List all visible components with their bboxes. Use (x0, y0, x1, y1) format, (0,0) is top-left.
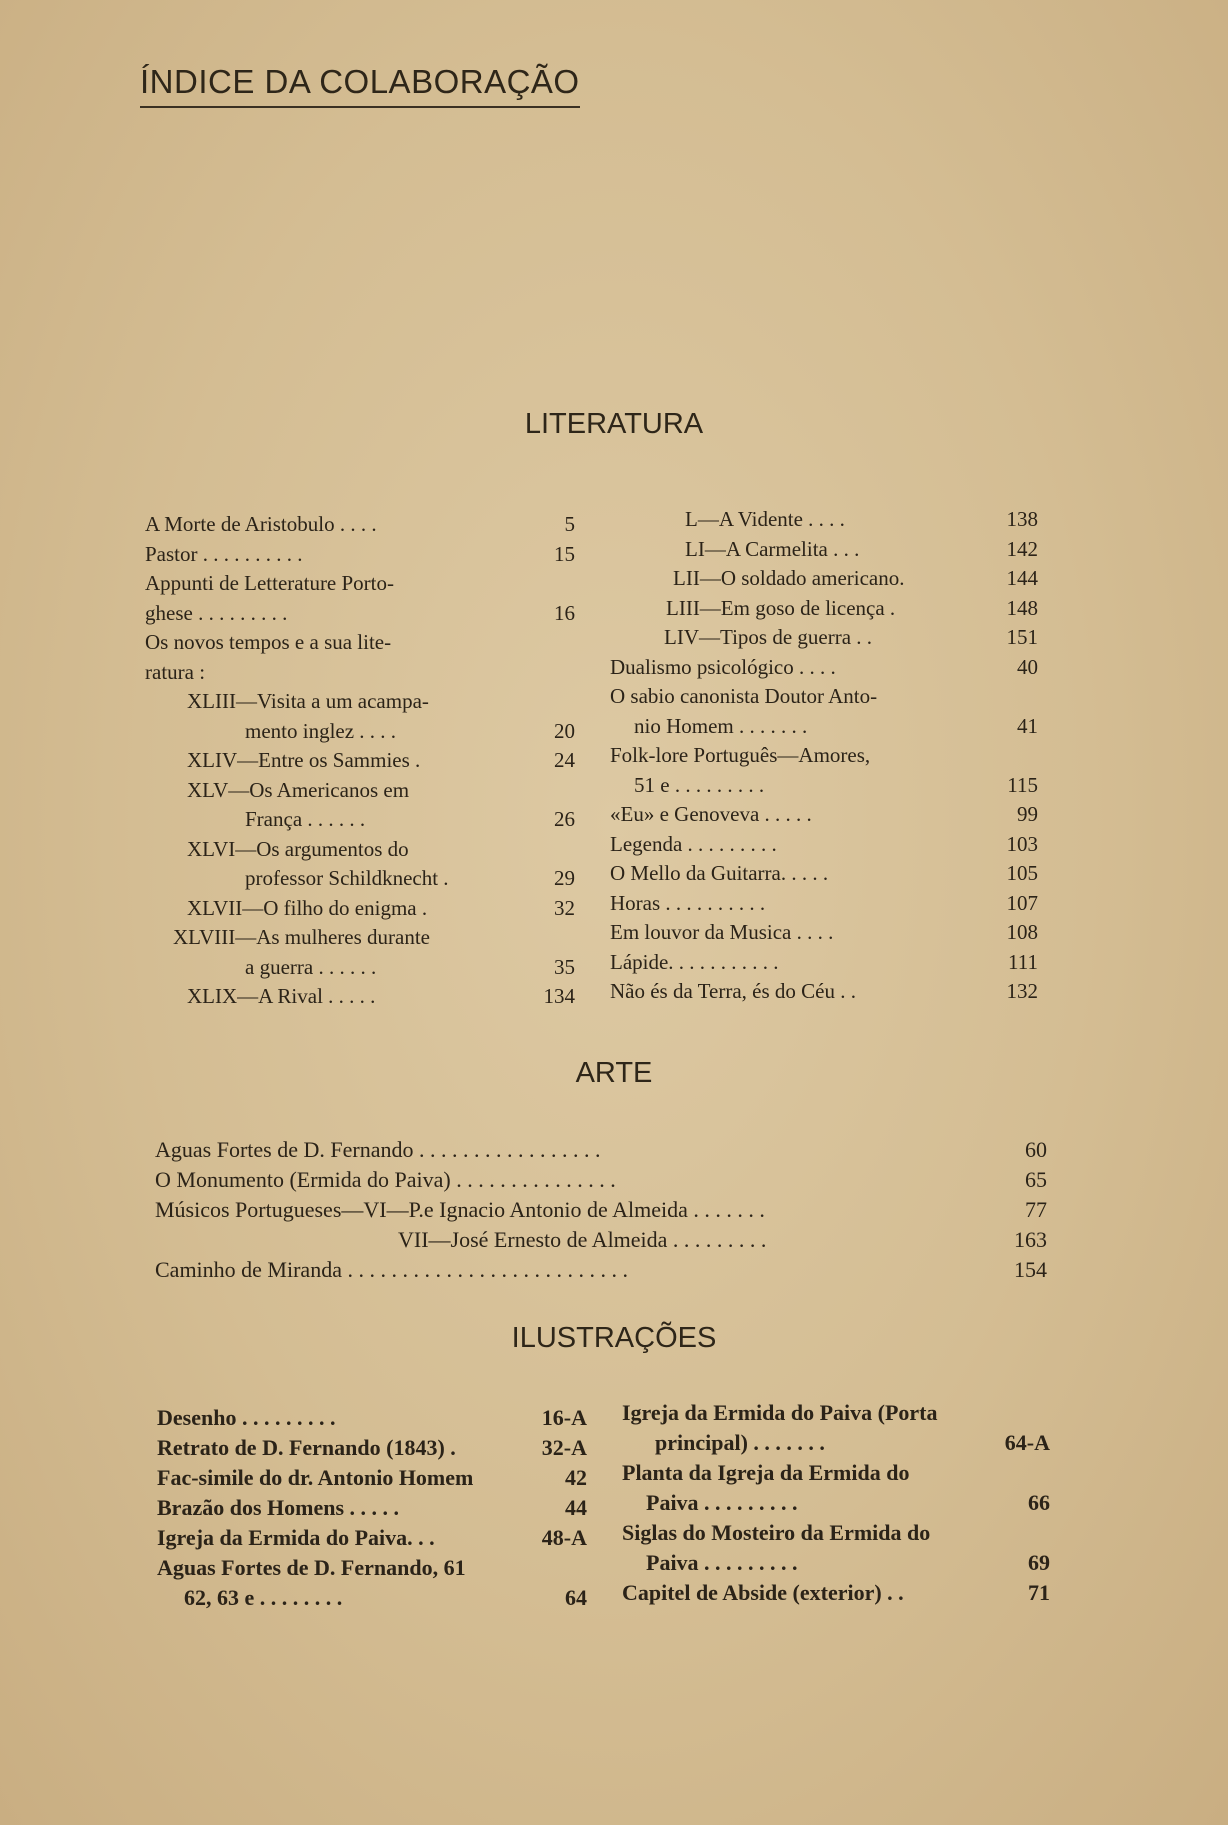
index-entry: XLVI—Os argumentos do (187, 836, 409, 861)
index-entry: Appunti de Letterature Porto- (145, 571, 395, 595)
index-entry: a guerra . . . . . . 35 (245, 954, 575, 979)
index-entry: XLVIII—As mulheres durante (173, 925, 430, 949)
index-entry: XLIII—Visita a um acampa- (187, 689, 429, 713)
index-entry: Brazão dos Homens . . . . . 44 (157, 1495, 587, 1520)
index-entry: Músicos Portugueses—VI—P.e Ignacio Antonio de Almeida . . . . . . . 77 (155, 1197, 1047, 1222)
index-entry: Paiva . . . . . . . . . 69 (646, 1550, 1050, 1575)
index-entry: Desenho . . . . . . . . . 16-A (157, 1405, 587, 1430)
index-entry: Siglas do Mosteiro da Ermida do (622, 1520, 931, 1545)
index-entry: Aguas Fortes de D. Fernando, 61 (157, 1555, 466, 1580)
index-entry: 62, 63 e . . . . . . . . 64 (184, 1585, 587, 1610)
index-entry: ratura : (145, 659, 206, 684)
index-entry: Os novos tempos e a sua lite- (145, 630, 392, 654)
index-entry: 51 e . . . . . . . . . 115 (634, 772, 1038, 797)
literatura-left-column (145, 510, 585, 1012)
index-entry: Igreja da Ermida do Paiva (Porta (622, 1400, 938, 1425)
index-entry: VII—José Ernesto de Almeida . . . . . . . . . 163 (398, 1227, 1047, 1252)
page-title: ÍNDICE DA COLABORAÇÃO (140, 62, 580, 108)
ilustracoes-right-column (622, 1398, 1050, 1608)
index-entry: Retrato de D. Fernando (1843) . 32-A (157, 1435, 587, 1460)
index-entry: nio Homem . . . . . . . 41 (634, 713, 1038, 738)
arte-list (155, 1135, 1047, 1285)
index-entry: Horas . . . . . . . . . . 107 (610, 890, 1038, 915)
index-entry: Dualismo psicológico . . . . 40 (610, 654, 1038, 679)
index-entry: XLIX—A Rival . . . . . 134 (187, 984, 575, 1008)
index-entry: XLIV—Entre os Sammies . 24 (187, 748, 575, 772)
index-entry: O Monumento (Ermida do Paiva) . . . . . . . . . . . . . . . 65 (155, 1167, 1047, 1192)
index-entry: Não és da Terra, és do Céu . . 132 (610, 979, 1038, 1003)
index-entry: LIII—Em goso de licença . 148 (666, 595, 1038, 620)
index-entry: Paiva . . . . . . . . . 66 (646, 1490, 1050, 1515)
index-entry: O Mello da Guitarra. . . . . 105 (610, 861, 1038, 885)
index-entry: principal) . . . . . . . 64-A (655, 1430, 1050, 1455)
index-entry: ghese . . . . . . . . . 16 (145, 600, 575, 625)
index-entry: LIV—Tipos de guerra . . 151 (664, 625, 1038, 649)
index-entry: Igreja da Ermida do Paiva. . . 48-A (157, 1525, 587, 1550)
index-entry: Caminho de Miranda . . . . . . . . . . . . . . . . . . . . . . . . . . 154 (155, 1257, 1047, 1282)
index-entry: Lápide. . . . . . . . . . . 111 (610, 949, 1038, 974)
index-entry: A Morte de Aristobulo . . . . 5 (145, 512, 575, 536)
index-entry: LII—O soldado americano. 144 (673, 566, 1038, 590)
index-entry: XLV—Os Americanos em (187, 777, 410, 802)
section-heading-arte: ARTE (575, 1057, 653, 1089)
index-entry: Legenda . . . . . . . . . 103 (610, 831, 1038, 856)
section-heading-literatura: LITERATURA (524, 408, 704, 440)
index-entry: O sabio canonista Doutor Anto- (610, 684, 878, 708)
index-entry: Aguas Fortes de D. Fernando . . . . . . . . . . . . . . . . . 60 (155, 1137, 1047, 1162)
section-heading-ilustracoes: ILUSTRAÇÕES (511, 1322, 717, 1354)
index-entry: Capitel de Abside (exterior) . . 71 (622, 1580, 1050, 1605)
ilustracoes-left-column (157, 1403, 587, 1613)
index-entry: Em louvor da Musica . . . . 108 (610, 920, 1038, 944)
index-entry: L—A Vidente . . . . 138 (685, 507, 1038, 531)
index-entry: Fac-simile do dr. Antonio Homem 42 (157, 1465, 587, 1490)
index-entry: «Eu» e Genoveva . . . . . 99 (610, 802, 1038, 826)
literatura-right-column (610, 505, 1040, 1007)
index-entry: LI—A Carmelita . . . 142 (685, 536, 1038, 561)
index-entry: França . . . . . . 26 (245, 807, 575, 831)
index-entry: Planta da Igreja da Ermida do (622, 1460, 910, 1485)
index-entry: Folk-lore Português—Amores, (610, 743, 871, 767)
index-entry: professor Schildknecht . 29 (245, 866, 575, 890)
index-entry: Pastor . . . . . . . . . . 15 (145, 541, 575, 566)
index-entry: mento inglez . . . . 20 (245, 718, 575, 743)
index-entry: XLVII—O filho do enigma . 32 (187, 895, 575, 920)
